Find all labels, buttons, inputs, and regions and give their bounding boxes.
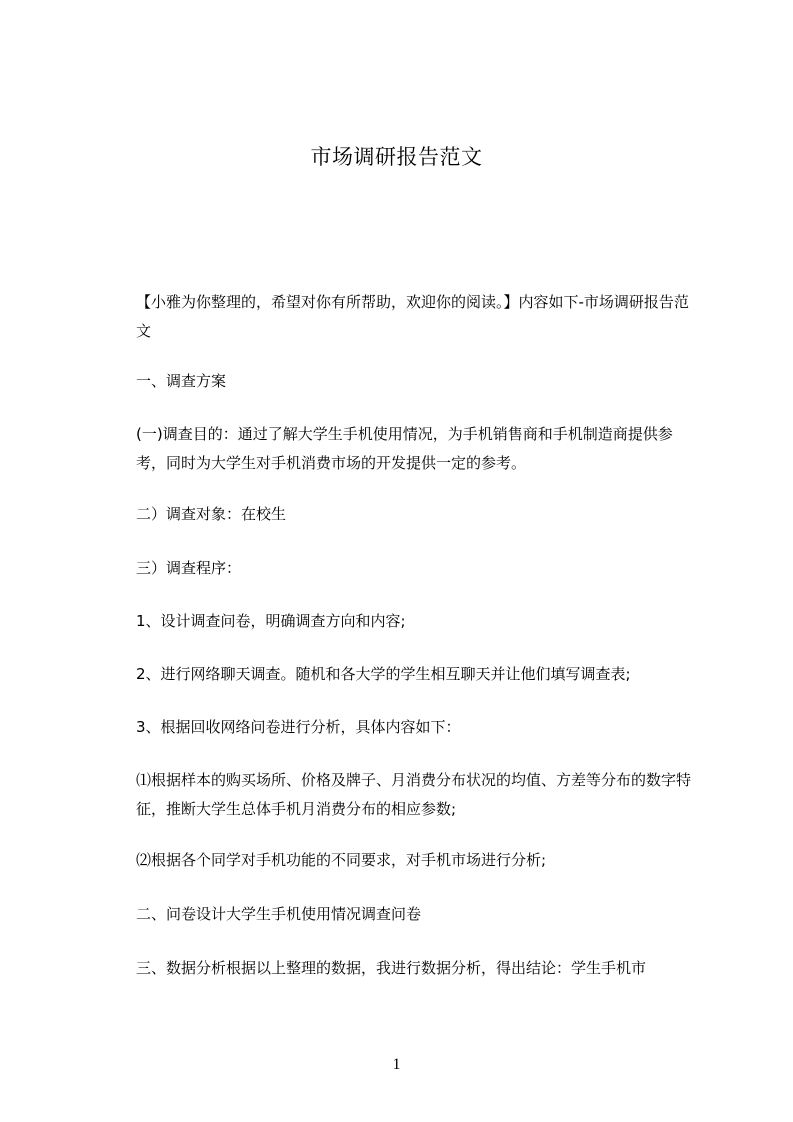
section-heading-questionnaire: 二、问卷设计大学生手机使用情况调查问卷: [136, 905, 422, 923]
section-heading-survey-plan: 一、调查方案: [136, 372, 227, 390]
document-title: 市场调研报告范文: [310, 145, 483, 169]
survey-subjects-paragraph: 二）调查对象：在校生: [136, 505, 287, 523]
procedure-step-3: 3、根据回收网络问卷进行分析，具体内容如下：: [136, 718, 461, 736]
survey-purpose-paragraph: (一)调查目的：通过了解大学生手机使用情况，为手机销售商和手机制造商提供参考，同时为大学生对手机消费市场的开发提供一定的参考。: [136, 425, 673, 472]
procedure-step-1: 1、设计调查问卷，明确调查方向和内容;: [136, 612, 406, 630]
analysis-item-2: ⑵根据各个同学对手机功能的不同要求，对手机市场进行分析;: [136, 851, 547, 869]
page-number: 1: [392, 1056, 401, 1073]
survey-procedure-heading: 三）调查程序：: [136, 559, 242, 577]
intro-paragraph: 【小雅为你整理的，希望对你有所帮助，欢迎你的阅读。】内容如下-市场调研报告范文: [136, 293, 689, 340]
procedure-step-2: 2、进行网络聊天调查。随机和各大学的学生相互聊天并让他们填写调查表;: [136, 665, 631, 683]
analysis-item-1: ⑴根据样本的购买场所、价格及牌子、月消费分布状况的均值、方差等分布的数字特征，推断大学生总体手机月消费分布的相应参数;: [136, 771, 692, 818]
section-heading-data-analysis: 三、数据分析根据以上整理的数据，我进行数据分析，得出结论：学生手机市: [136, 959, 647, 977]
